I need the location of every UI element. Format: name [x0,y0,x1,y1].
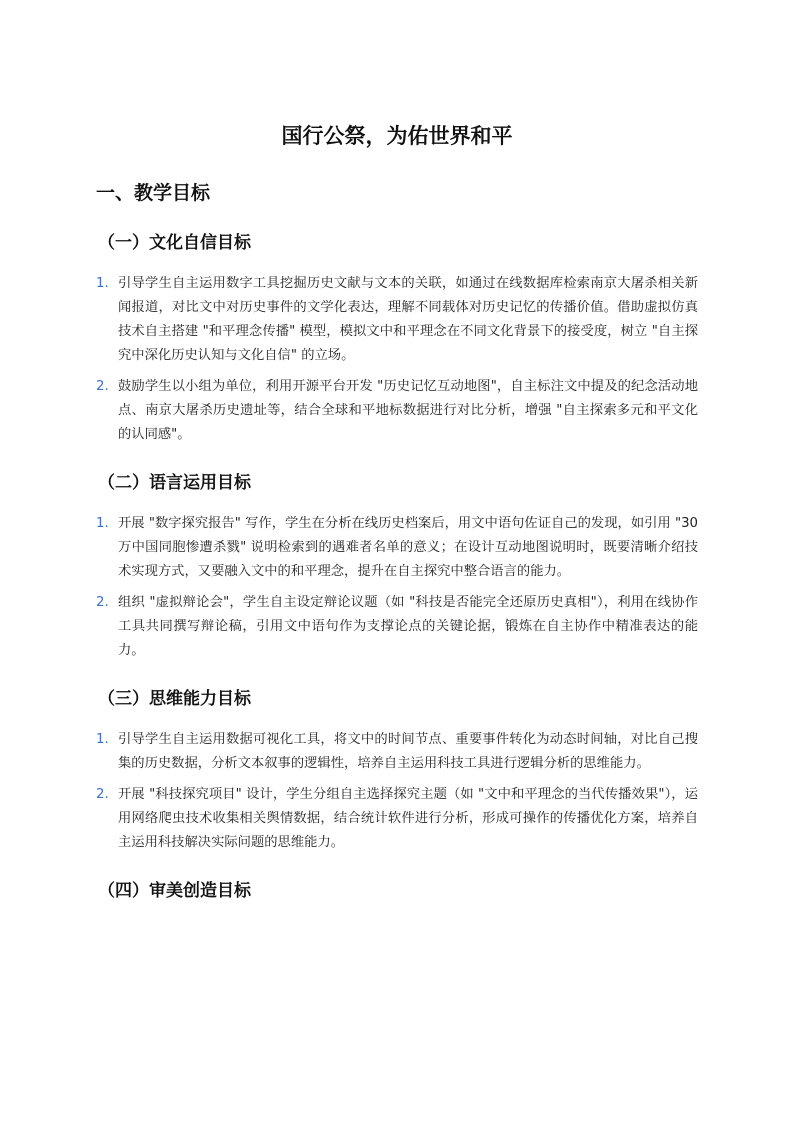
list-item-text: 引导学生自主运用数字工具挖掘历史文献与文本的关联，如通过在线数据库检索南京大屠杀相关新闻报道，对比文中对历史事件的文学化表达，理解不同载体对历史记忆的传播价值。借助虚拟仿真技术自主搭建 "和平理念传播" 模型，模拟文中和平理念在不同文化背景下的接受度，树立 "自主探究中深化历史认知与文化自信" 的立场。 [118,276,698,363]
section-aesthetic-creation [96,878,698,904]
subsection-heading: （三）思维能力目标 [98,689,251,709]
list-number: 2. [96,379,109,394]
list-item-text: 引导学生自主运用数据可视化工具，将文中的时间节点、重要事件转化为动态时间轴，对比自己搜集的历史数据，分析文本叙事的逻辑性，培养自主运用科技工具进行逻辑分析的思维能力。 [118,732,698,771]
list-item-text: 开展 "数字探究报告" 写作，学生在分析在线历史档案后，用文中语句佐证自己的发现，如引用 "30 万中国同胞惨遭杀戮" 说明检索到的遇难者名单的意义；在设计互动地图说明时，既要清晰介绍技术实现方式，又要融入文中的和平理念，提升在自主探究中整合语言的能力。 [118,516,698,579]
subsection-heading: （二）语言运用目标 [98,473,251,493]
list-item [96,512,698,584]
section-heading-teaching-goals: 一、教学目标 [96,182,211,204]
list-item-text: 组织 "虚拟辩论会"，学生自主设定辩论议题（如 "科技是否能完全还原历史真相"），利用在线协作工具共同撰写辩论稿，引用文中语句作为支撑论点的关键论据，锻炼在自主协作中精准表达的能力。 [118,595,698,658]
subsection-heading: （一）文化自信目标 [98,233,251,253]
list-number: 2. [96,787,109,802]
numbered-list [96,728,698,855]
list-item [96,375,698,447]
list-number: 1. [96,276,109,291]
list-number: 1. [96,732,109,747]
numbered-list [96,272,698,447]
document-title: 国行公祭，为佑世界和平 [281,124,513,148]
list-item [96,783,698,855]
numbered-list [96,512,698,663]
list-item [96,591,698,663]
list-item-text: 鼓励学生以小组为单位，利用开源平台开发 "历史记忆互动地图"，自主标注文中提及的纪念活动地点、南京大屠杀历史遗址等，结合全球和平地标数据进行对比分析，增强 "自主探索多元和平文化的认同感"。 [118,379,698,442]
section-cultural-confidence [96,230,698,447]
list-number: 1. [96,516,109,531]
section-thinking-ability [96,686,698,855]
list-number: 2. [96,595,109,610]
list-item-text: 开展 "科技探究项目" 设计，学生分组自主选择探究主题（如 "文中和平理念的当代传播效果"），运用网络爬虫技术收集相关舆情数据，结合统计软件进行分析，形成可操作的传播优化方案，培养自主运用科技解决实际问题的思维能力。 [118,787,698,850]
list-item [96,728,698,776]
section-language-use [96,470,698,663]
subsection-heading: （四）审美创造目标 [98,881,251,901]
list-item [96,272,698,368]
